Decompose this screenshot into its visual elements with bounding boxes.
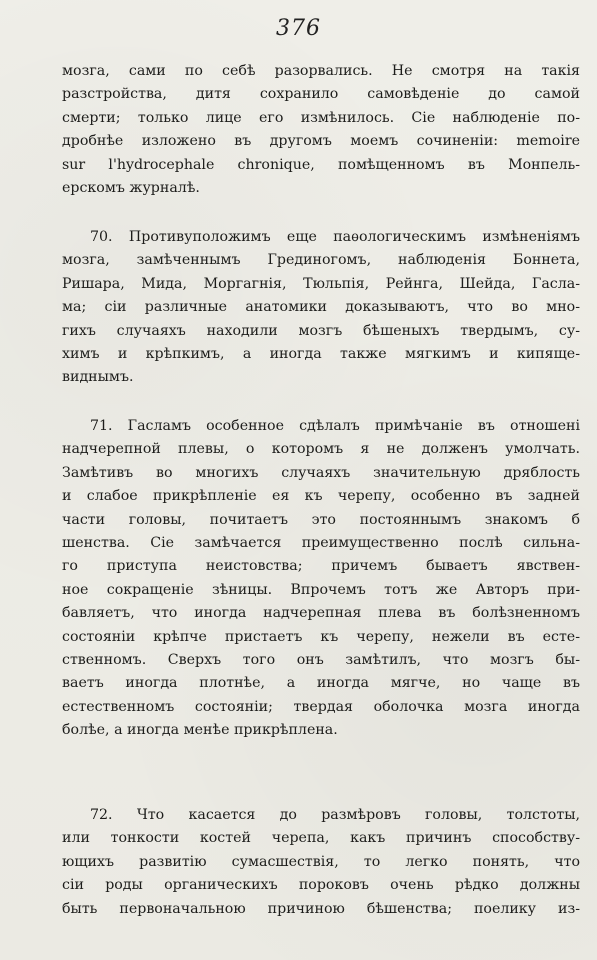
text-line: 72. Что касается до размѣровъ головы, толстоты, bbox=[90, 807, 580, 823]
paragraph-70 bbox=[62, 226, 580, 390]
text-line: дробнѣе изложено въ другомъ моемъ сочиненіи: memoire bbox=[62, 133, 580, 150]
text-line: болѣе, а иногда менѣе прикрѣплена. bbox=[62, 722, 338, 739]
text-line: смерти; только лице его измѣнилось. Сіе наблюденіе по- bbox=[62, 109, 580, 126]
paragraph-72 bbox=[62, 804, 580, 921]
paragraph-69-continuation bbox=[62, 60, 580, 200]
text-line: 71. Гасламъ особенное сдѣлалъ примѣчаніе въ отношені bbox=[90, 418, 580, 434]
text-line: гихъ случаяхъ находили мозгъ бѣшеныхъ твердымъ, су- bbox=[62, 322, 580, 339]
text-line: ственномъ. Сверхъ того онъ замѣтилъ, что мозгъ бы- bbox=[62, 651, 580, 668]
text-line: бавляетъ, что иногда надчерепная плева въ болѣзненномъ bbox=[62, 605, 580, 622]
text-line: го приступа неистовства; причемъ бываетъ явствен- bbox=[62, 558, 580, 575]
text-line: 70. Противуположимъ еще паѳологическимъ измѣненіямъ bbox=[90, 229, 580, 245]
text-line: ерскомъ журналѣ. bbox=[62, 179, 200, 196]
text-line: надчерепной плевы, о которомъ я не долженъ умолчать. bbox=[62, 441, 580, 458]
text-line: химъ и крѣпкимъ, а иногда также мягкимъ и кипяще- bbox=[62, 345, 580, 362]
text-line: ма; сіи различные анатомики доказываютъ, что во мно- bbox=[62, 299, 580, 316]
text-line: Ришара, Мида, Моргагнія, Тюльпія, Рейнга, Шейда, Гасла- bbox=[62, 275, 580, 292]
text-line: состояніи крѣпче пристаетъ къ черепу, нежели въ есте- bbox=[62, 628, 580, 645]
text-line: быть первоначальною причиною бѣшенства; поелику из- bbox=[62, 900, 580, 917]
page-number: 376 bbox=[276, 16, 321, 41]
text-line: или тонкости костей черепа, какъ причинъ способству- bbox=[62, 830, 580, 847]
text-line: естественномъ состояніи; твердая оболочка мозга иногда bbox=[62, 698, 580, 715]
text-line: части головы, почитаетъ это постояннымъ знакомъ б bbox=[62, 511, 580, 528]
text-line: Замѣтивъ во многихъ случаяхъ значительную дряблость bbox=[62, 464, 580, 481]
paragraph-71 bbox=[62, 415, 580, 742]
text-line: мозга, сами по себѣ разорвались. Не смотря на такія bbox=[62, 63, 580, 79]
text-line: виднымъ. bbox=[62, 369, 134, 386]
text-line: sur l'hydrocephale chronique, помѣщенномъ въ Монпель- bbox=[62, 156, 580, 173]
text-line: ваетъ иногда плотнѣе, а иногда мягче, но чаще въ bbox=[62, 675, 580, 692]
text-line: ное сокращеніе зѣницы. Впрочемъ тотъ же Авторъ при- bbox=[62, 581, 580, 598]
text-line: сіи роды органическихъ пороковъ очень рѣдко должны bbox=[62, 877, 580, 894]
text-line: мозга, замѣченнымъ Грединогомъ, наблюденія Боннета, bbox=[62, 252, 580, 269]
text-line: разстройства, дитя сохранило самовѣденіе до самой bbox=[62, 86, 580, 103]
text-line: ющихъ развитію сумасшествія, то легко понять, что bbox=[62, 853, 580, 870]
text-line: шенства. Сіе замѣчается преимущественно послѣ сильна- bbox=[62, 534, 580, 551]
text-line: и слабое прикрѣпленіе ея къ черепу, особенно въ задней bbox=[62, 488, 580, 505]
